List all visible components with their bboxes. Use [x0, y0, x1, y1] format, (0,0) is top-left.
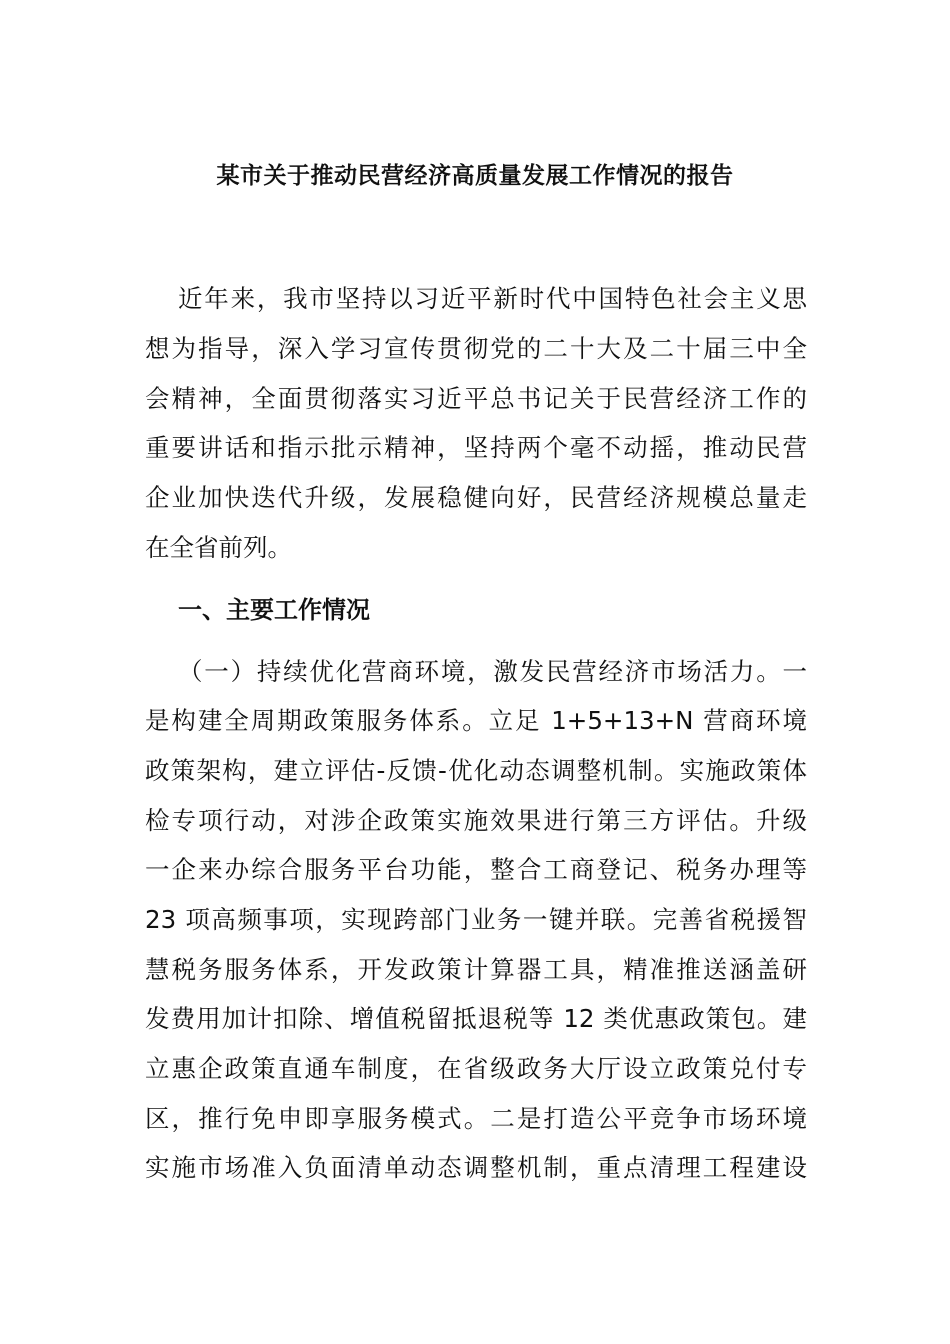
document-title: 某市关于推动民营经济高质量发展工作情况的报告 [216, 163, 734, 189]
body-line-4: 检专项行动，对涉企政策实施效果进行第三方评估。升级 [145, 806, 807, 835]
body-line-5: 一企来办综合服务平台功能，整合工商登记、税务办理等 [145, 855, 807, 884]
intro-line-5: 企业加快迭代升级，发展稳健向好，民营经济规模总量走 [145, 483, 807, 512]
body-line-10: 区，推行免申即享服务模式。二是打造公平竞争市场环境 [145, 1104, 807, 1133]
body-line-8: 发费用加计扣除、增值税留抵退税等 12 类优惠政策包。建 [145, 1004, 807, 1033]
intro-line-6: 在全省前列。 [145, 533, 292, 562]
body-line-2: 是构建全周期政策服务体系。立足 1+5+13+N 营商环境 [145, 706, 807, 735]
body-line-1: （一）持续优化营商环境，激发民营经济市场活力。一 [178, 657, 807, 686]
body-line-9: 立惠企政策直通车制度，在省级政务大厅设立政策兑付专 [145, 1054, 807, 1083]
body-line-11: 实施市场准入负面清单动态调整机制，重点清理工程建设 [145, 1153, 807, 1182]
section-heading: 一、主要工作情况 [178, 596, 370, 624]
body-line-3: 政策架构，建立评估-反馈-优化动态调整机制。实施政策体 [145, 756, 807, 785]
intro-line-4: 重要讲话和指示批示精神，坚持两个毫不动摇，推动民营 [145, 433, 807, 462]
body-line-6: 23 项高频事项，实现跨部门业务一键并联。完善省税援智 [145, 905, 807, 934]
intro-line-2: 想为指导，深入学习宣传贯彻党的二十大及二十届三中全 [145, 334, 807, 363]
intro-line-3: 会精神，全面贯彻落实习近平总书记关于民营经济工作的 [145, 384, 807, 413]
body-line-7: 慧税务服务体系，开发政策计算器工具，精准推送涵盖研 [145, 955, 807, 984]
intro-line-1: 近年来，我市坚持以习近平新时代中国特色社会主义思 [178, 284, 807, 313]
